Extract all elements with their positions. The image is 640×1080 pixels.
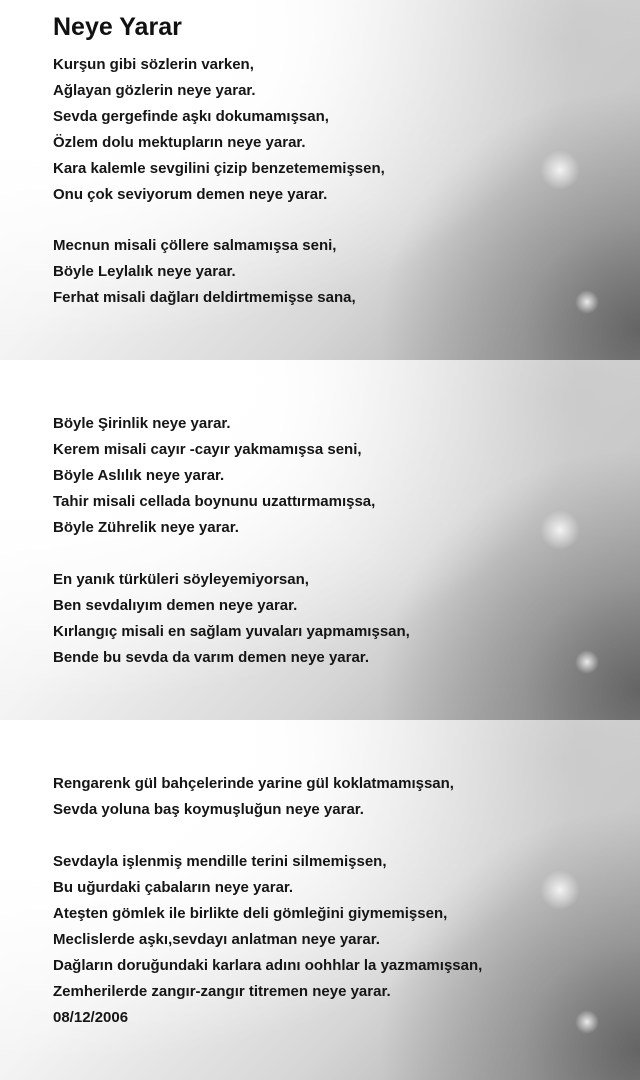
poem-line: Böyle Aslılık neye yarar. [53,467,225,484]
sparkle-decoration [540,510,580,550]
poem-line: Kırlangıç misali en sağlam yuvaları yapmamışsan, [53,623,410,640]
poem-line: Kerem misali cayır -cayır yakmamışsa seni, [53,441,362,458]
poem-line: Böyle Şirinlik neye yarar. [53,415,231,432]
poem-line: Böyle Leylalık neye yarar. [53,263,236,280]
sparkle-decoration [540,870,580,910]
sparkle-decoration [575,650,599,674]
poem-line: Rengarenk gül bahçelerinde yarine gül koklatmamışsan, [53,775,454,792]
poem-line: Meclislerde aşkı,sevdayı anlatman neye yarar. [53,931,380,948]
sparkle-decoration [575,290,599,314]
stanza [53,567,410,671]
poem-line: Ateşten gömlek ile birlikte deli gömleğini giymemişsen, [53,905,448,922]
poem-line: Zemherilerde zangır-zangır titremen neye yarar. [53,983,391,1000]
stanza [53,849,482,1031]
poem-line: Mecnun misali çöllere salmamışsa seni, [53,237,337,254]
poem-panel-3 [0,720,640,1080]
poem-line: Tahir misali cellada boynunu uzattırmamışsa, [53,493,376,510]
poem-line: Sevdayla işlenmiş mendille terini silmemişsen, [53,853,387,870]
poem-line: Bu uğurdaki çabaların neye yarar. [53,879,294,896]
stanza [53,411,375,541]
poem-line: Kurşun gibi sözlerin varken, [53,56,254,73]
poem-line: Ferhat misali dağları deldirtmemişse sana, [53,289,356,306]
poem-title: Neye Yarar [53,13,182,41]
poem-line: Özlem dolu mektupların neye yarar. [53,134,306,151]
poem-line: En yanık türküleri söyleyemiyorsan, [53,571,309,588]
poem-panel-2 [0,360,640,720]
poem-panel-1 [0,0,640,360]
poem-date: 08/12/2006 [53,1009,129,1026]
poem-line: Böyle Zührelik neye yarar. [53,519,239,536]
stanza [53,233,356,311]
poem-line: Kara kalemle sevgilini çizip benzetememişsen, [53,160,385,177]
poem-line: Bende bu sevda da varım demen neye yarar. [53,649,369,666]
poem-line: Onu çok seviyorum demen neye yarar. [53,186,328,203]
poem-line: Ağlayan gözlerin neye yarar. [53,82,256,99]
poem-line: Sevda gergefinde aşkı dokumamışsan, [53,108,329,125]
stanza [53,771,454,823]
poem-line: Dağların doruğundaki karlara adını oohhlar la yazmamışsan, [53,957,483,974]
poem-line: Sevda yoluna baş koymuşluğun neye yarar. [53,801,364,818]
sparkle-decoration [540,150,580,190]
sparkle-decoration [575,1010,599,1034]
poem-line: Ben sevdalıyım demen neye yarar. [53,597,298,614]
stanza [53,52,385,208]
